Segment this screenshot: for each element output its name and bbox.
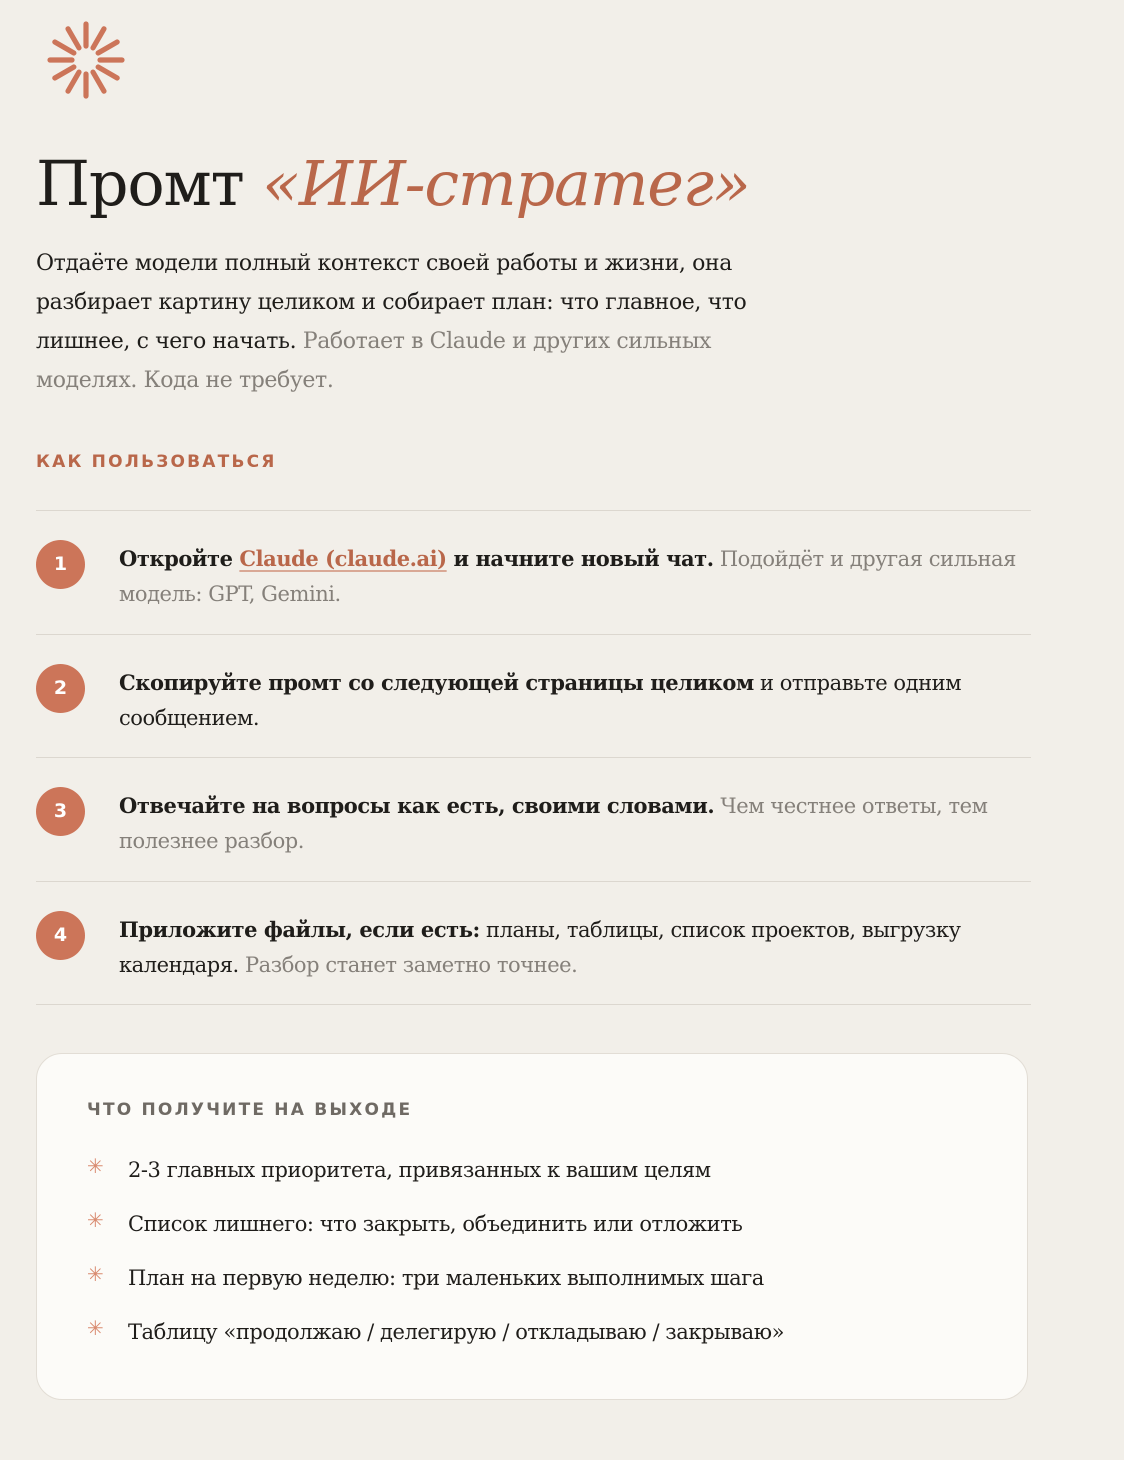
step-number-badge: 1	[36, 540, 85, 589]
logo-ray	[55, 42, 74, 53]
step-item	[36, 635, 1031, 759]
step-text	[119, 541, 1029, 612]
logo-ray	[93, 29, 104, 48]
asterisk-icon: ✳	[87, 1316, 104, 1340]
intro-paragraph	[36, 244, 796, 400]
step-text	[119, 788, 1029, 859]
step-plain: и отправьте одним сообщением.	[119, 670, 962, 730]
step-muted: Чем честнее ответы, тем полезнее разбор.	[119, 794, 988, 853]
step-bold: Скопируйте промт со следующей страницы целиком	[119, 669, 754, 695]
step-number-badge: 2	[36, 664, 85, 713]
step-number-badge: 4	[36, 911, 85, 960]
claude-link[interactable]: Claude (claude.ai)	[239, 546, 447, 571]
step-bold: Отвечайте на вопросы как есть, своими словами.	[119, 793, 715, 818]
step-bold-after: и начните новый чат.	[446, 546, 714, 571]
step-text	[119, 665, 1029, 736]
logo-ray	[98, 42, 117, 53]
step-number-badge: 3	[36, 787, 85, 836]
asterisk-icon: ✳	[87, 1154, 104, 1178]
result-text: Таблицу «продолжаю / делегирую / откладываю / закрываю»	[128, 1320, 784, 1344]
page-title	[36, 138, 750, 230]
step-text	[119, 912, 1029, 983]
logo-ray	[68, 29, 79, 48]
intro-main: Отдаёте модели полный контекст своей работы и жизни, она разбирает картину целиком и собирает план: что главное, что лишнее, с чего начать.	[36, 251, 747, 354]
result-text: План на первую неделю: три маленьких выполнимых шага	[128, 1266, 764, 1290]
intro-muted: Работает в Claude и других сильных моделях. Кода не требует.	[36, 329, 712, 393]
logo-ray	[68, 72, 79, 91]
result-text: 2-3 главных приоритета, привязанных к вашим целям	[128, 1158, 711, 1182]
results-label: ЧТО ПОЛУЧИТЕ НА ВЫХОДЕ	[87, 1100, 413, 1120]
logo-ray	[93, 72, 104, 91]
logo-ray	[55, 67, 74, 78]
asterisk-icon: ✳	[87, 1262, 104, 1286]
results-card	[36, 1053, 1028, 1400]
step-bold: Приложите файлы, если есть:	[119, 916, 480, 942]
sunburst-logo-icon	[46, 18, 126, 106]
how-to-label: КАК ПОЛЬЗОВАТЬСЯ	[36, 452, 277, 472]
step-item	[36, 511, 1031, 635]
steps-list	[36, 510, 1031, 1005]
title-plain: Промт	[36, 147, 263, 220]
step-muted: Разбор станет заметно точнее.	[238, 952, 578, 977]
title-accent: «ИИ-стратег»	[262, 147, 750, 220]
step-item	[36, 758, 1031, 882]
step-muted: Подойдёт и другая сильная модель: GPT, Gemini.	[119, 547, 1016, 606]
step-plain: планы, таблицы, список проектов, выгрузку календаря.	[119, 917, 961, 977]
step-item	[36, 882, 1031, 1006]
step-bold: Откройте	[119, 546, 240, 571]
result-text: Список лишнего: что закрыть, объединить или отложить	[128, 1212, 743, 1236]
logo-ray	[98, 67, 117, 78]
asterisk-icon: ✳	[87, 1208, 104, 1232]
